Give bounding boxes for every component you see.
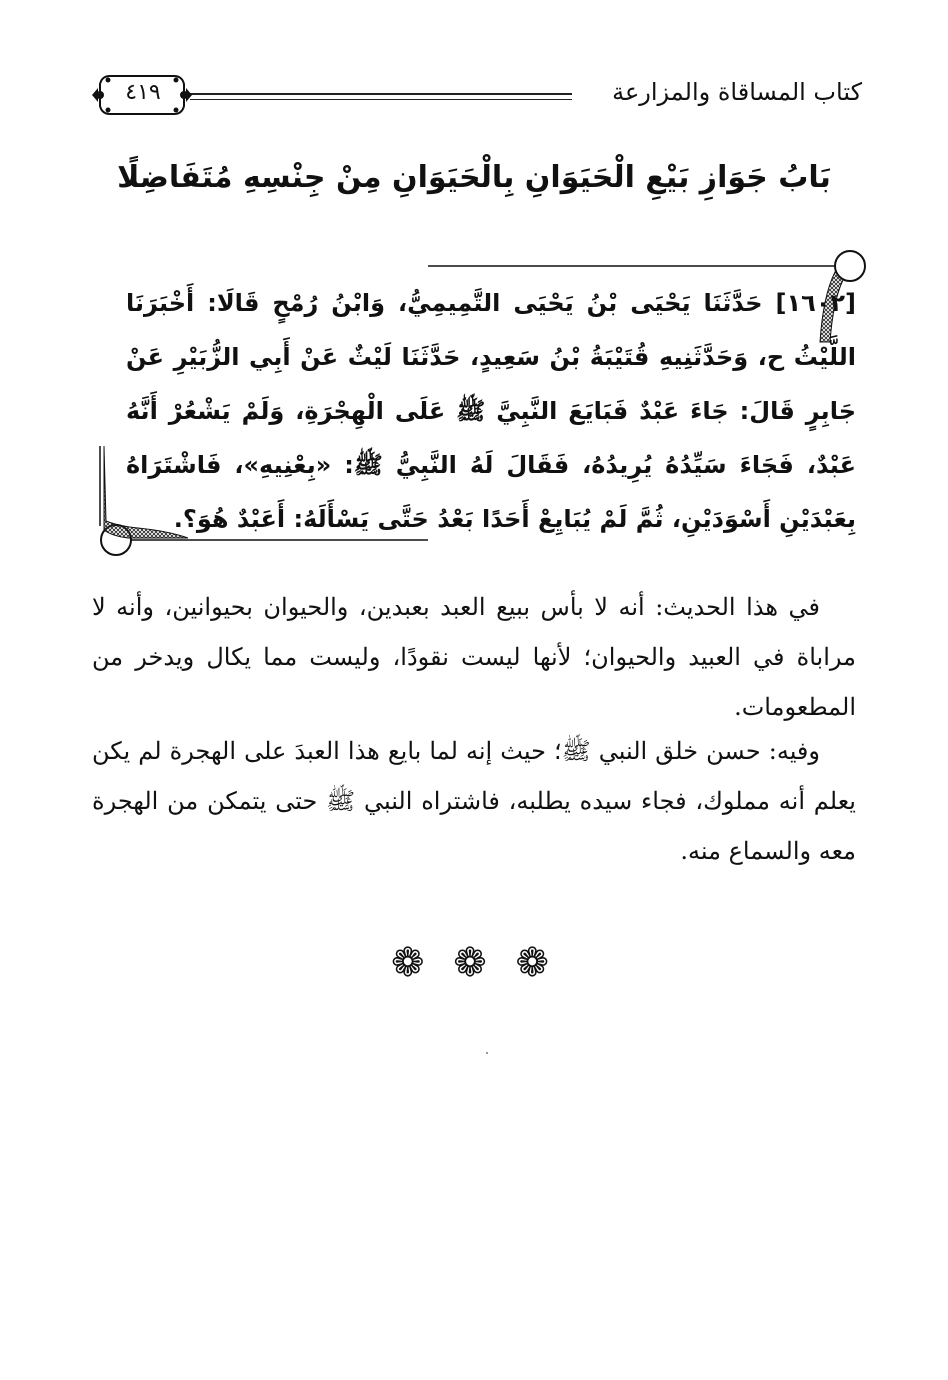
section-separator-icon: ❁ ❁ ❁ <box>391 940 557 986</box>
chapter-title: بَابُ جَوَازِ بَيْعِ الْحَيَوَانِ بِالْحَيَوَانِ مِنْ جِنْسِهِ مُتَفَاضِلًا <box>117 160 831 195</box>
header-rule <box>190 93 572 95</box>
page-number: ٤١٩ <box>125 80 161 105</box>
commentary-block-2 <box>92 726 856 876</box>
commentary-paragraph: في هذا الحديث: أنه لا بأس ببيع العبد بعبدين، والحيوان بحيوانين، وأنه لا مراباة في العبيد والحيوان؛ لأنها ليست نقودًا، وليست مما يكال ويدخر من المطعومات. <box>92 593 856 721</box>
commentary-paragraph: وفيه: حسن خلق النبي ﷺ؛ حيث إنه لما بايع هذا العبدَ على الهجرة لم يكن يعلم أنه مملوك، فجاء سيده يطلبه، فاشتراه النبي ﷺ حتى يتمكن من الهجرة معه والسماع منه. <box>92 737 856 865</box>
commentary-block-1 <box>92 582 856 732</box>
hadith-text: [١٦٠٢] حَدَّثَنَا يَحْيَى بْنُ يَحْيَى التَّمِيمِيُّ، وَابْنُ رُمْحٍ قَالَا: أَخْبَرَنَا اللَّيْثُ ح، وَحَدَّثَنِيهِ قُتَيْبَةُ بْنُ سَعِيدٍ، حَدَّثَنَا لَيْثٌ عَنْ أَبِي الزُّبَيْرِ عَنْ جَابِرٍ قَالَ: جَاءَ عَبْدٌ فَبَايَعَ النَّبِيَّ ﷺ عَلَى الْهِجْرَةِ، وَلَمْ يَشْعُرْ أَنَّهُ عَبْدٌ، فَجَاءَ سَيِّدُهُ يُرِيدُهُ، فَقَالَ لَهُ النَّبِيُّ ﷺ: «بِعْنِيهِ»، فَاشْتَرَاهُ بِعَبْدَيْنِ أَسْوَدَيْنِ، ثُمَّ لَمْ يُبَايِعْ أَحَدًا بَعْدُ حَتَّى يَسْأَلَهُ: أَعَبْدٌ هُوَ؟. <box>126 289 856 533</box>
speck-mark <box>486 1052 488 1054</box>
header-rule-thin <box>190 99 572 100</box>
running-title: كتاب المساقاة والمزارعة <box>612 78 862 106</box>
